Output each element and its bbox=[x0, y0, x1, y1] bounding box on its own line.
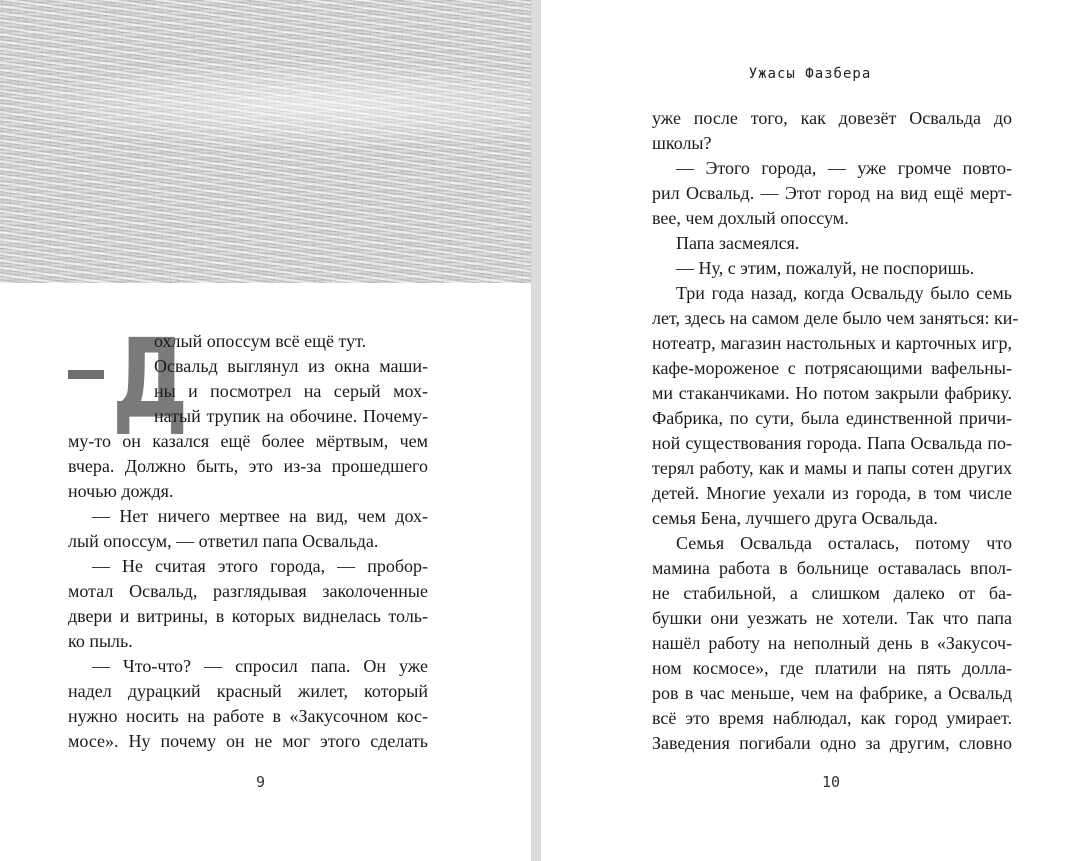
text-line: му-то он казался ещё более мёртвым, чем bbox=[68, 431, 428, 451]
text-line: надел дурацкий красный жилет, который bbox=[68, 681, 428, 701]
text-line: — Что-что? — спросил папа. Он уже bbox=[92, 656, 428, 676]
text-line: ко пыль. bbox=[68, 631, 133, 651]
text-line: мосе». Ну почему он не мог этого сделать bbox=[68, 731, 428, 751]
text-line: — Нет ничего мертвее на вид, чем дох- bbox=[92, 506, 428, 526]
text-line: натый трупик на обочине. Почему- bbox=[154, 406, 428, 426]
text-line: нашёл работу на неполный день в «Закусоч- bbox=[652, 633, 1012, 653]
page-number-left: 9 bbox=[256, 773, 266, 791]
running-head: Ужасы Фазбера bbox=[748, 66, 872, 82]
text-line: лый опоссум, — ответил папа Освальда. bbox=[68, 531, 379, 551]
text-line: Заведения погибали одно за другим, словно bbox=[652, 733, 1012, 753]
text-line: ров в час меньше, чем на фабрике, а Освальд bbox=[652, 683, 1012, 703]
text-line: Папа засмеялся. bbox=[676, 233, 800, 253]
text-line: всё это время наблюдал, как город умирает. bbox=[652, 708, 1012, 728]
text-line: ночью дождя. bbox=[68, 481, 174, 501]
text-line: терял работу, как и мамы и папы сотен других bbox=[652, 458, 1012, 478]
text-line: мотал Освальд, разглядывая заколоченные bbox=[68, 581, 428, 601]
page-gutter bbox=[532, 0, 540, 861]
text-line: ной существования города. Папа Освальда по- bbox=[652, 433, 1012, 453]
text-line: рил Освальд. — Этот город на вид ещё мерт- bbox=[652, 183, 1012, 203]
text-line: Семья Освальда осталась, потому что bbox=[676, 533, 1012, 553]
text-line: школы? bbox=[652, 133, 712, 153]
page-number-right: 10 bbox=[822, 773, 841, 791]
text-line: двери и витрины, в которых виднелась толь- bbox=[68, 606, 428, 626]
text-line: ны и посмотрел на серый мох- bbox=[154, 381, 428, 401]
text-line: — Ну, с этим, пожалуй, не поспоришь. bbox=[676, 258, 975, 278]
drop-cap-letter: Д bbox=[112, 315, 189, 443]
text-line: нотеатр, магазин настольных и карточных игр, bbox=[652, 333, 1012, 353]
noise-illustration bbox=[0, 0, 532, 283]
text-line: Освальд выглянул из окна маши- bbox=[154, 356, 428, 376]
text-line: лет, здесь на самом деле было чем заняться: ки- bbox=[652, 308, 1019, 328]
text-line: — Не считая этого города, — пробор- bbox=[92, 556, 428, 576]
text-line: охлый опоссум всё ещё тут. bbox=[154, 331, 367, 351]
left-page-body bbox=[68, 329, 428, 754]
text-line: нужно носить на работе в «Закусочном кос- bbox=[68, 706, 428, 726]
text-line: мамина работа в больнице оставалась впол- bbox=[652, 558, 1012, 578]
text-line: ми стаканчиками. Но потом закрыли фабрику. bbox=[652, 383, 1012, 403]
text-line: вее, чем дохлый опоссум. bbox=[652, 208, 849, 228]
text-line: семья Бена, лучшего друга Освальда. bbox=[652, 508, 938, 528]
right-page-body bbox=[652, 106, 1019, 756]
text-line: детей. Многие уехали из города, в том числе bbox=[652, 483, 1012, 503]
text-line: ном космосе», где платили на пять долла- bbox=[652, 658, 1012, 678]
text-line: Три года назад, когда Освальду было семь bbox=[676, 283, 1012, 303]
text-line: — Этого города, — уже громче повто- bbox=[676, 158, 1012, 178]
text-line: вчера. Должно быть, это из-за прошедшего bbox=[68, 456, 428, 476]
text-line: кафе-мороженое с потрясающими вафельны- bbox=[652, 358, 1012, 378]
text-line: бушки они уезжать не хотели. Так что папа bbox=[652, 608, 1012, 628]
text-line: Фабрика, по сути, была единственной причи- bbox=[652, 408, 1012, 428]
text-line: не стабильной, а слишком далеко от ба- bbox=[652, 583, 1012, 603]
text-line: уже после того, как довезёт Освальда до bbox=[652, 108, 1012, 128]
